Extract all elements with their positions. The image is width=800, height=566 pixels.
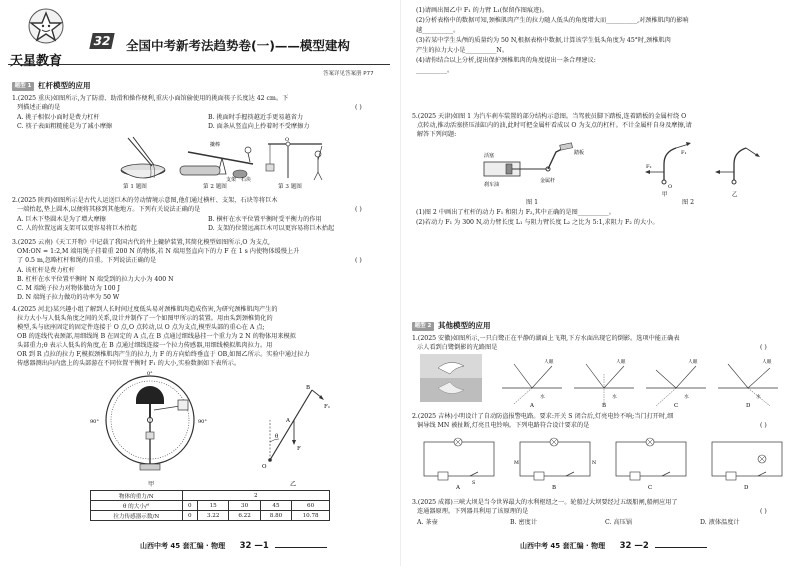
s2q1-a-water-label: 水 [540, 395, 545, 400]
q5-figure-1-caption: 图 1 [526, 199, 539, 206]
s2q1-options-light-paths [500, 354, 790, 408]
right-footer-text: 山西中考 45 套汇编 · 物理 [520, 542, 606, 550]
s2q3-answer-paren: ( ) [760, 508, 767, 515]
q2-option-a: A. 巨木下垫圆木是为了增大摩擦 [17, 216, 106, 223]
table-cell: 2 [182, 491, 329, 501]
section-1-tag: 题型 1 [12, 82, 34, 91]
q2-stem-line-2: 一端抬起,垫上圆木,以便将其移到其他地方。下列有关说法正确的是 [17, 206, 201, 213]
left-footer [140, 541, 327, 551]
s2q2-c-letter: C [648, 485, 653, 490]
brand-name: 天星教育 [10, 54, 63, 69]
q5-fig2-label-jia: 甲 [662, 192, 668, 197]
q3-stem-line-2: OM:ON = 1:2,M 端用绳子挂着重 200 N 的物体,若 N 端用竖直向下的力 F 在 1 s 内使物体缓慢上升 [17, 248, 300, 255]
s2q1-d-water-label: 水 [756, 395, 761, 400]
q4-fig-label-90-left: 90° [90, 419, 99, 425]
s2q2-d-letter: D [744, 485, 749, 490]
q5-item-2: (2)若动力 F₁ 为 300 N,动力臂长度 L₁ 与阻力臂长度 L₂ 之比为 5:1,求阻力 F₂ 的大小。 [416, 219, 659, 226]
s2q2-circuit-c [616, 438, 686, 490]
q5-fig1-label-brake-oil: 刹车油 [484, 182, 500, 188]
s2q1-d-eye-label: 人眼 [762, 360, 772, 365]
q4-fig-label-0: 0° [147, 371, 153, 377]
q4-figure-yi-lever-model [240, 380, 340, 470]
s2q1-option-b-diagram [574, 358, 634, 408]
fig-2-caption: 第 2 题图 [203, 184, 227, 190]
q5-fig2-label-f2: F₂ [646, 164, 652, 170]
right-page [400, 0, 800, 566]
table-row [91, 491, 330, 501]
q2-answer-paren: ( ) [355, 206, 362, 213]
s2q1-c-eye-label: 人眼 [688, 360, 698, 365]
s2q2-b-label-m: M [514, 461, 519, 466]
s2q1-a-eye-label: 人眼 [544, 360, 554, 365]
s2q2-circuit-options [418, 434, 788, 490]
s2q1-stem-line-2: 示人看到白鹭倒影的光路图是 [417, 344, 498, 351]
left-page-number: 32 —1 [239, 541, 269, 551]
q4-item-2-cont: 越__________。 [416, 27, 460, 34]
q1-option-a: A. 挑子相似小面时是费力杠杆 [17, 114, 100, 121]
s2q1-stem-line-1: 1.(2025 安徽)如图所示,一只白鹭正在平静的湖面上飞翔,下方水面出现它的倒影。选项中能正确表 [412, 335, 680, 342]
table-row-label: θ 的大小/° [91, 501, 183, 511]
s2q1-option-d-diagram [718, 358, 778, 408]
table-cell: 0 [182, 511, 197, 521]
q3-option-d: D. N 端绳子拉力做功的功率为 50 W [17, 294, 120, 301]
q4-fig-label-theta: θ [275, 434, 279, 440]
q1-option-b: B. 挑面时手握筷越近手更易越省力 [208, 114, 304, 121]
s2q3-option-d: D. 液体温度计 [700, 519, 740, 526]
q5-stem-line-1: 5.(2025 天津)如图 1 为汽车刹车装置的部分结构示意图。当驾驶员脚下踏板,连着踏板的金属杆绕 O [412, 113, 687, 120]
q4-fig-label-a: A [286, 418, 290, 424]
q4-stem-line-1: 4.(2025 河北)某兴趣小组了解到人长时间过度低头易对颈椎肌肉造成伤害,为研究颈椎肌肉产生的 [12, 306, 278, 313]
table-cell: 45 [260, 501, 291, 511]
right-footer [520, 541, 707, 551]
left-footer-underline [275, 547, 327, 548]
section-1-heading [12, 81, 91, 91]
q5-item-1: (1)图 2 中画出了杠杆的动力 F₁ 和阻力 F₂,其中正确的是图__________。 [416, 209, 615, 216]
right-footer-underline [655, 547, 707, 548]
q4-figure-jia-device [88, 370, 218, 475]
table-row [91, 511, 330, 521]
q4-fig-label-b: B [306, 385, 311, 391]
fig-3-windlass-illustration [260, 134, 330, 182]
table-cell: 6.22 [229, 511, 260, 521]
q5-fig2-label-yi: 乙 [732, 192, 738, 197]
s2q3-stem-line-2: 连通器原理。下列器具利用了该原理的是 [417, 508, 529, 515]
q5-fig1-label-pedal: 踏板 [574, 150, 585, 156]
s2q2-answer-paren: ( ) [760, 422, 767, 429]
s2q3-option-c: C. 高压锅 [605, 519, 633, 526]
section-2-tag: 题型 2 [412, 322, 434, 331]
s2q1-b-letter: B [602, 403, 607, 408]
table-cell: 30 [229, 501, 260, 511]
q4-stem-line-5: 头部重力;θ 表示人低头的角度,在 B 点通过细线连接一个拉力传感器,用细线模拟肌肉拉力。用 [17, 342, 273, 349]
q1-option-d: D. 面条从竖直向上拎着时不受摩擦力 [208, 123, 310, 130]
s2q1-a-letter: A [530, 403, 534, 408]
s2q1-option-c-diagram [646, 358, 706, 408]
q5-fig2-label-f1: F₁ [681, 150, 687, 156]
q1-answer-paren: ( ) [355, 104, 362, 111]
table-cell: 10.78 [292, 511, 330, 521]
q4-stem-line-6: OR 到 R 点拉的拉力 F,模拟颈椎肌肉产生的拉力,力 F 的方向始终垂直于 OB,如图乙所示。实验中通过拉力 [17, 351, 310, 358]
fig-2-moving-log-illustration [178, 134, 258, 182]
q5-figure-2-force-diagrams [634, 142, 784, 197]
s2q3-option-a: A. 茶壶 [417, 519, 438, 526]
s2q2-a-label-s: S [472, 481, 476, 486]
q3-option-b: B. 杠杆在水平位置平衡时 N 端受到的拉力大小为 400 N [17, 276, 174, 283]
q1-option-c: C. 筷子表面粗糙能是为了减小摩擦 [17, 123, 113, 130]
q4-item-3-cont: 产生的拉力大小是__________N。 [416, 47, 509, 54]
paper-number-badge: 32 [89, 33, 114, 49]
q4-fig-label-90-right: 90° [198, 419, 207, 425]
q4-item-4: (4)请你结合以上分析,提出保护颈椎肌肉的角度提出一条合理建议: [416, 57, 596, 64]
q4-fig-label-o: O [262, 464, 267, 470]
q5-stem-line-3: 解答下列问题: [417, 131, 457, 138]
s2q1-d-letter: D [746, 403, 751, 408]
q5-figure-1-brake-system [478, 142, 588, 197]
q4-item-1: (1)请画出图乙中 F₁ 的力臂 L₁(保留作图痕迹)。 [416, 7, 548, 14]
q1-stem-line-2: 列描述正确的是 [17, 104, 61, 111]
s2q1-answer-paren: ( ) [760, 344, 767, 351]
fig-2-label-lever: 撬棒 [210, 142, 221, 148]
q3-answer-paren: ( ) [355, 257, 362, 264]
s2q2-circuit-d [712, 442, 782, 490]
q4-stem-line-4: OB 的连线代表颈部,用细线绳 B 在固定的 A 点,在 B 点通过细线悬挂一个重力为 2 N 的物体用来模拟 [17, 333, 296, 340]
q4-stem-line-7: 传感器测出向内盘上的头部游在不同位置平衡时 F₁ 的大小,实验数据如下表所示。 [17, 360, 241, 367]
fig-2-label-stone: 石块 [241, 177, 252, 182]
s2q2-b-label-n: N [592, 461, 597, 466]
fig-3-caption: 第 3 题图 [278, 184, 302, 190]
q5-stem-line-2: 点转动,推动活塞挤压油缸内的油,此时可把金属杆看成以 O 为支点的杠杆。不计金属杆自身及摩擦,请 [417, 122, 692, 129]
q4-figure-yi-caption: 乙 [290, 481, 297, 488]
s2q2-circuit-b [514, 438, 596, 490]
fig-2-label-support: 支架 [226, 177, 237, 182]
q2-option-d: D. 支架的位置远离巨木可以更容易将巨木抬起 [208, 225, 335, 232]
q3-stem-line-3: 了 0.5 m,忽略杠杆和绳的自重。下列说法正确的是 [17, 257, 157, 264]
q4-fig-label-f1: F₁ [324, 404, 331, 410]
q3-option-c: C. M 端绳子拉力对物体做功为 100 J [17, 285, 121, 292]
s2q1-b-eye-label: 人眼 [616, 360, 626, 365]
q4-stem-line-2: 拉力大小与人低头角度之间的关系,设计并制作了一个如图甲所示的装置。用由头到颈椎简化的 [17, 315, 273, 322]
q5-figure-2-caption: 图 2 [682, 199, 695, 206]
fig-1-caption: 第 1 题图 [123, 184, 147, 190]
s2q2-b-letter: B [552, 485, 557, 490]
s2q1-c-water-label: 水 [684, 395, 689, 400]
s2q2-circuit-a [424, 438, 494, 490]
q5-fig1-label-piston: 活塞 [484, 153, 495, 159]
left-footer-text: 山西中考 45 套汇编 · 物理 [140, 542, 226, 550]
s2q3-stem-line-1: 3.(2025 成都)三峡大坝是当今世界最大的水利枢纽之一。轮船过大坝要经过五级船闸,船闸应用了 [412, 499, 678, 506]
q5-fig2-label-o: O [668, 184, 673, 190]
table-cell: 60 [292, 501, 330, 511]
q2-option-c: C. 人的位置远离支架可以更容易将巨木抬起 [17, 225, 137, 232]
q1-stem-line-1: 1.(2025 重庆)如图所示,为了防滑、助滑和操作便利,重庆小面馆偷使用的挑面筷子长度达 42 cm。下 [12, 95, 289, 102]
answer-note: 答案详见答案册 P77 [323, 71, 374, 77]
q2-stem-line-1: 2.(2025 陕西)如图所示是古代人运送巨木的劳动情境示意图,他们通过横杆、支架、石块等将巨木 [12, 197, 278, 204]
right-page-number: 32 —2 [619, 541, 649, 551]
q4-stem-line-3: 模型,头与底座固定的固定件连接于 O 点,O 点转动,以 O 点为支点,模型头部的重心在 A 点; [17, 324, 265, 331]
fig-1-noodle-chopsticks-illustration [108, 134, 178, 182]
q4-item-3: (3)若某中学生头颅的质量约为 50 N,根据表格中数据,计算该学生低头角度为 45°时,颈椎肌肉 [416, 37, 671, 44]
s2q2-stem-line-2: 铜导线 MN 被扯断,灯亮且电铃响。下列电路符合设计要求的是 [417, 422, 590, 429]
q2-option-b: B. 横杆在水平位置平衡时受平衡力的作用 [208, 216, 322, 223]
table-cell: 8.80 [260, 511, 291, 521]
table-row [91, 501, 330, 511]
table-row-label: 拉力传感器示数/N [91, 511, 183, 521]
fig-3-label-o: O [285, 137, 290, 143]
q5-fig1-label-metal-rod: 金属杆 [540, 178, 556, 184]
s2q1-b-water-label: 水 [612, 395, 617, 400]
s2q1-c-letter: C [674, 403, 679, 408]
section-2-heading [412, 321, 491, 331]
q4-figure-jia-caption: 甲 [148, 481, 155, 488]
page-title: 全国中考新考法趋势卷(一)——模型建构 [126, 38, 350, 53]
q4-data-table [90, 490, 330, 521]
q4-item-4-cont: __________。 [416, 67, 454, 74]
q4-item-2: (2)分析表格中的数据可知,颈椎肌肉产生的拉力随人低头的角度增大而__________,对颈椎肌肉的影响 [416, 17, 689, 24]
q4-fig-label-f: F [297, 446, 301, 452]
section-1-title: 杠杆模型的应用 [38, 81, 91, 90]
s2q2-a-letter: A [456, 485, 460, 490]
q3-stem-line-1: 3.(2025 云南)《天工开物》中记载了我国古代的井上辘轳装置,其简化模型如图所示,O 为支点, [12, 239, 270, 246]
section-2-title: 其他模型的应用 [438, 321, 491, 330]
s2q2-stem-line-1: 2.(2025 吉林)小明设计了自动防盗报警电路。要求:开关 S 闭合后,灯亮电铃不响;当门打开时,细 [412, 413, 674, 420]
s2q3-option-b: B. 密度计 [510, 519, 538, 526]
table-cell: 3.22 [197, 511, 228, 521]
table-cell: 15 [197, 501, 228, 511]
q3-option-a: A. 该杠杆是费力杠杆 [17, 267, 75, 274]
table-row-label: 物体的重力/N [91, 491, 183, 501]
table-cell: 0 [182, 501, 197, 511]
header-rule [8, 64, 390, 65]
s2q1-egret-photo [420, 354, 482, 402]
s2q1-option-a-diagram [502, 358, 562, 408]
